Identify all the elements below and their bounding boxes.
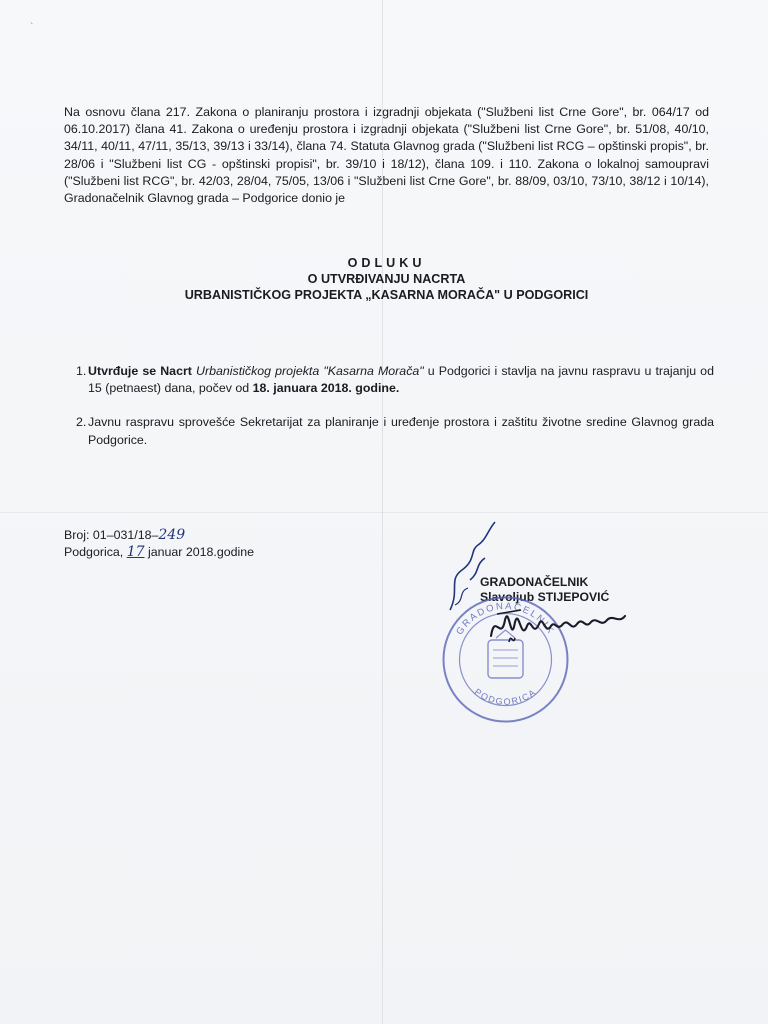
reference-block [64,527,254,561]
seal-lettering-bottom: PODGORICA [472,686,539,707]
signatory-name: Slavoljub STIJEPOVIĆ [480,590,610,604]
item-text [88,363,714,397]
date-place: Podgorica, [64,545,127,559]
date-day-handwritten: 17 [126,544,145,560]
item-number: 2. [76,415,87,430]
decision-item-1 [64,363,714,397]
item-number: 1. [76,364,87,378]
date-rest: januar 2018.godine [144,545,255,559]
seal-lettering-top: GRADONAČELNIK [454,600,557,638]
handwritten-signature-icon [485,602,635,652]
preamble-text: Na osnovu člana 217. Zakona o planiranju prostora i izgradnji objekata ("Službeni list Crne Gore", br. 064/17 od 06.10.2017) člana 41. Zakona o uređenju prostora i izgradnji objekata ("Službeni list Crne Gore", br. 51/08, 40/10, 34/11, 40/11, 47/11, 35/13, 39/13 i 33/14), člana 74. Statuta Glavnog grada ("Službeni list RCG – opštinski propis", br. 28/06 i "Službeni list CG - opštinski propisi", br. 39/10 i 18/12), člana 109. i 110. Zakona o lokalnoj samoupravi ("Službeni list RCG", br. 42/03, 28/04, 75/05, 13/06 i "Službeni list Crne Gore", br. 88/09, 03/10, 73/10, 38/12 i 10/14), Gradonačelnik Glavnog grada – Podgorice donio je [64,105,709,206]
decision-title [64,255,709,303]
title-line-3: URBANISTIČKOG PROJEKTA „KASARNA MORAČA" U PODGORICI [184,288,589,302]
fold-line-horizontal [0,512,768,513]
title-line-1: ODLUKU [347,256,426,270]
reference-number-label: Broj: 01–031/18– [64,528,159,542]
decision-items [64,363,714,466]
corner-mark: ` [30,22,34,33]
item-text: Javnu raspravu sprovešće Sekretarijat za planiranje i uređenje prostora i zaštitu životne sredine Glavnog grada Podgorice. [88,415,714,447]
reference-date [64,544,254,561]
reference-number-handwritten: 249 [158,527,186,543]
item-bold-end: 18. januara 2018. godine. [252,381,400,396]
reference-number [64,527,254,544]
title-line-2: O UTVRĐIVANJU NACRTA [307,272,466,286]
item-bold-start: Utvrđuje se Nacrt [88,364,192,378]
item-italic: Urbanističkog projekta "Kasarna Morača" [196,364,424,378]
signatory-title: GRADONAČELNIK [480,575,589,589]
decision-item-2 [64,414,714,448]
item-middle: u Podgorici i stavlja na javnu raspravu u trajanju od 15 (petnaest) dana, počev od [88,364,714,396]
